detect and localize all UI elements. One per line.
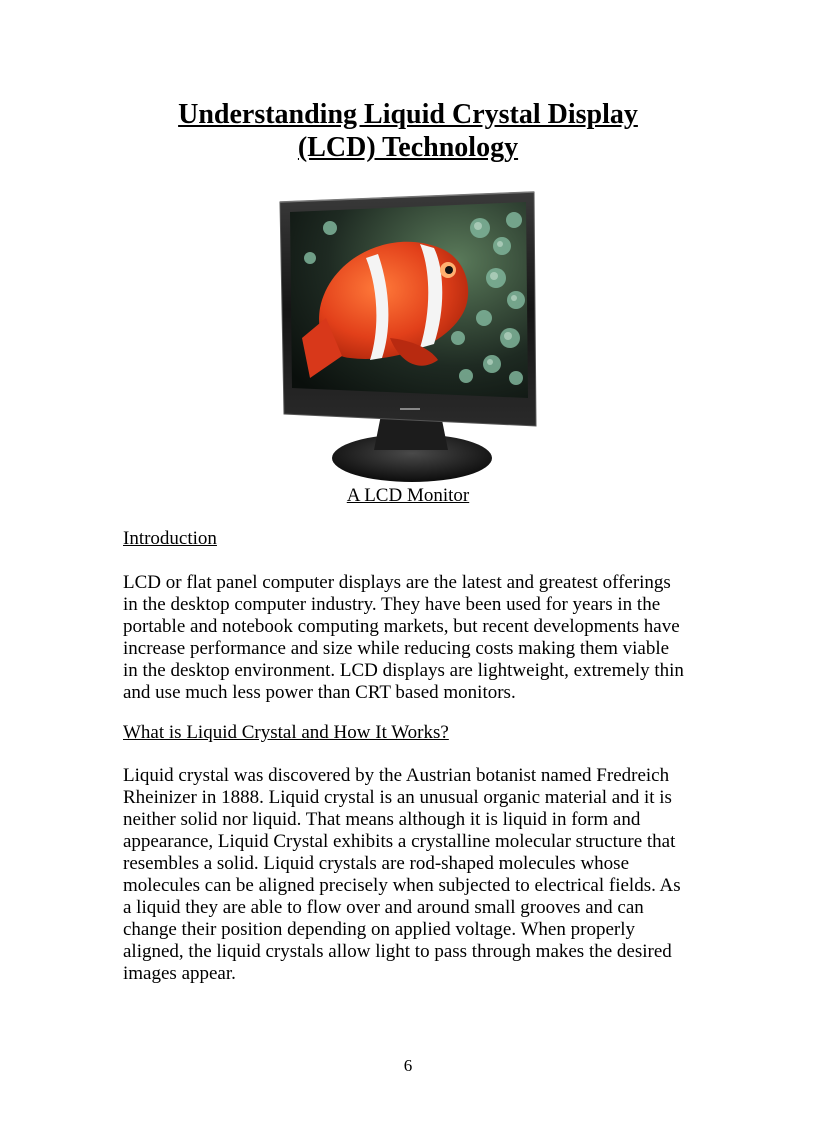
paragraph-line: images appear.	[123, 963, 236, 984]
paragraph-line: Rheinizer in 1888. Liquid crystal is an unusual organic material and it is	[123, 787, 672, 808]
paragraph-line: appearance, Liquid Crystal exhibits a crystalline molecular structure that	[123, 831, 676, 852]
paragraph-line: increase performance and size while reducing costs making them viable	[123, 638, 670, 659]
paragraph-line: Liquid crystal was discovered by the Austrian botanist named Fredreich	[123, 765, 670, 786]
section-heading-liquid-crystal: What is Liquid Crystal and How It Works?	[123, 722, 449, 743]
paragraph-line: molecules can be aligned precisely when subjected to electrical fields. As	[123, 875, 681, 896]
paragraph-line: change their position depending on applied voltage. When properly	[123, 919, 635, 940]
paragraph-line: resembles a solid. Liquid crystals are rod-shaped molecules whose	[123, 853, 629, 874]
lcd-monitor-image	[270, 188, 550, 486]
paragraph-line: aligned, the liquid crystals allow light to pass through makes the desired	[123, 941, 672, 962]
page-title	[0, 98, 816, 164]
paragraph-line: in the desktop environment. LCD displays are lightweight, extremely thin	[123, 660, 684, 681]
paragraph-line: a liquid they are able to flow over and around small grooves and can	[123, 897, 644, 918]
paragraph-liquid-crystal	[123, 765, 703, 985]
paragraph-line: portable and notebook computing markets, but recent developments have	[123, 616, 680, 637]
page-title-line-2: (LCD) Technology	[297, 132, 519, 163]
figure-caption: A LCD Monitor	[346, 485, 470, 506]
paragraph-line: neither solid nor liquid. That means although it is liquid in form and	[123, 809, 641, 830]
section-heading-introduction: Introduction	[123, 528, 217, 549]
paragraph-introduction	[123, 572, 703, 704]
paragraph-line: LCD or flat panel computer displays are the latest and greatest offerings	[123, 572, 671, 593]
page-number: 6	[403, 1056, 413, 1075]
paragraph-line: in the desktop computer industry. They have been used for years in the	[123, 594, 661, 615]
page-title-line-1: Understanding Liquid Crystal Display	[178, 99, 638, 130]
paragraph-line: and use much less power than CRT based monitors.	[123, 682, 516, 703]
